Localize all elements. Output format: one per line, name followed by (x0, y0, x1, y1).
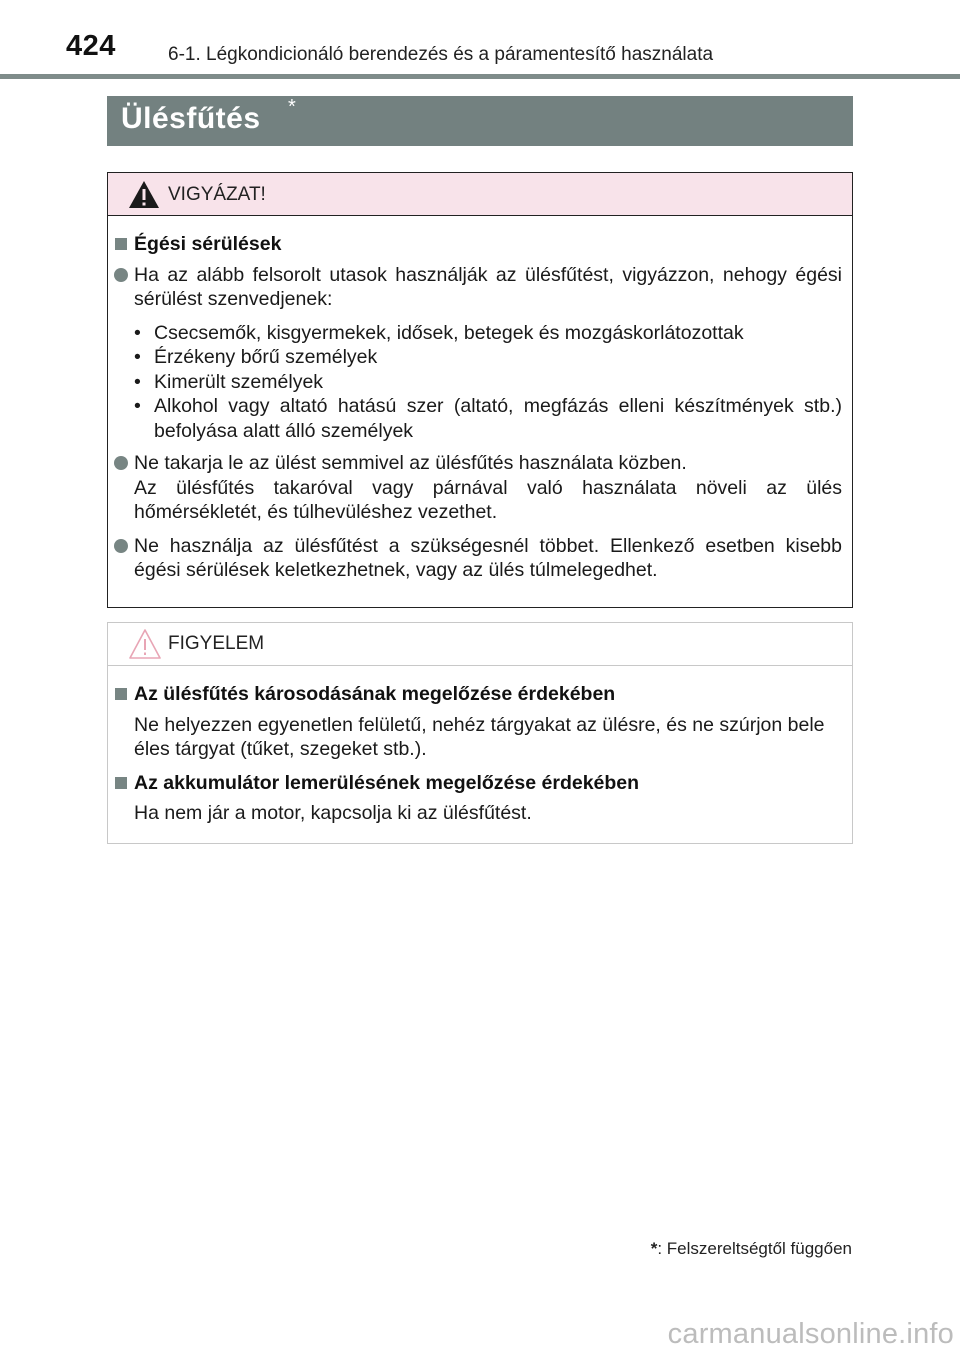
caution-item-3-text: Ne használja az ülésfűtést a szükségesnél többet. Ellenkező esetben kisebb égési sérülések keletkezhetnek, vagy az ülés túlmelegedhet. (134, 534, 842, 581)
footnote (651, 1239, 852, 1259)
notice-text-1: Ne helyezzen egyenetlen felületű, nehéz tárgyakat az ülésre, és ne szúrjon bele éles tárgyat (tűket, szegeket stb.). (134, 713, 825, 760)
caution-body (108, 216, 852, 583)
watermark: carmanualsonline.info (667, 1318, 954, 1350)
warning-triangle-icon (128, 180, 160, 209)
caution-label: VIGYÁZAT! (168, 184, 266, 205)
list-item: • Csecsemők, kisgyermekek, idősek, betegek és mozgáskorlátozottak (134, 321, 744, 344)
square-bullet-icon (115, 777, 127, 789)
page-number: 424 (66, 30, 116, 62)
circle-bullet-icon (114, 456, 128, 470)
list-item: • Alkohol vagy altató hatású szer (altató, megfázás elleni készítmények stb.) befolyása alatt álló személyek (134, 395, 842, 442)
page-header (0, 0, 960, 80)
square-bullet-icon (115, 238, 127, 250)
caution-bullet-list (134, 321, 842, 444)
caution-item-3 (114, 534, 842, 583)
notice-heading-2-text: Az akkumulátor lemerülésének megelőzése érdekében (134, 771, 640, 794)
list-item: • Kimerült személyek (134, 370, 324, 393)
section-banner (107, 96, 853, 146)
notice-heading-1-text: Az ülésfűtés károsodásának megelőzése érdekében (134, 683, 616, 705)
notice-label: FIGYELEM (168, 633, 265, 654)
caution-item-1-text: Ha az alább felsorolt utasok használják az ülésfűtést, vigyázzon, nehogy égési sérülést szenvedjenek: (134, 263, 842, 310)
notice-heading-1 (114, 682, 842, 707)
notice-triangle-icon (128, 628, 162, 660)
footnote-text: : Felszereltségtől függően (657, 1239, 852, 1258)
circle-bullet-icon (114, 539, 128, 553)
circle-bullet-icon (114, 268, 128, 282)
caution-heading-text: Égési sérülések (134, 233, 282, 255)
section-star-marker: * (288, 96, 296, 118)
caution-item-1 (114, 263, 842, 312)
header-rule (0, 74, 960, 79)
footnote-marker: * (650, 1239, 658, 1258)
caution-header (108, 173, 852, 216)
section-title: Ülésfűtés (121, 102, 261, 135)
chapter-title: 6-1. Légkondicionáló berendezés és a páramentesítő használata (168, 44, 714, 65)
square-bullet-icon (115, 688, 127, 700)
notice-text-2: Ha nem jár a motor, kapcsolja ki az ülésfűtést. (134, 802, 532, 824)
list-item: • Érzékeny bőrű személyek (134, 346, 378, 368)
notice-box (107, 622, 853, 844)
caution-heading (114, 232, 842, 257)
notice-header (108, 623, 852, 666)
caution-item-2 (114, 451, 842, 525)
notice-body (108, 666, 852, 826)
caution-item-2-text: Ne takarja le az ülést semmivel az ülésfűtés használata közben. Az ülésfűtés takaróval vagy párnával való használata növeli az ülés hőmérsékletét, és túlhevüléshez vezethet. (134, 452, 842, 523)
notice-heading-2 (114, 771, 842, 796)
caution-box (107, 172, 853, 608)
